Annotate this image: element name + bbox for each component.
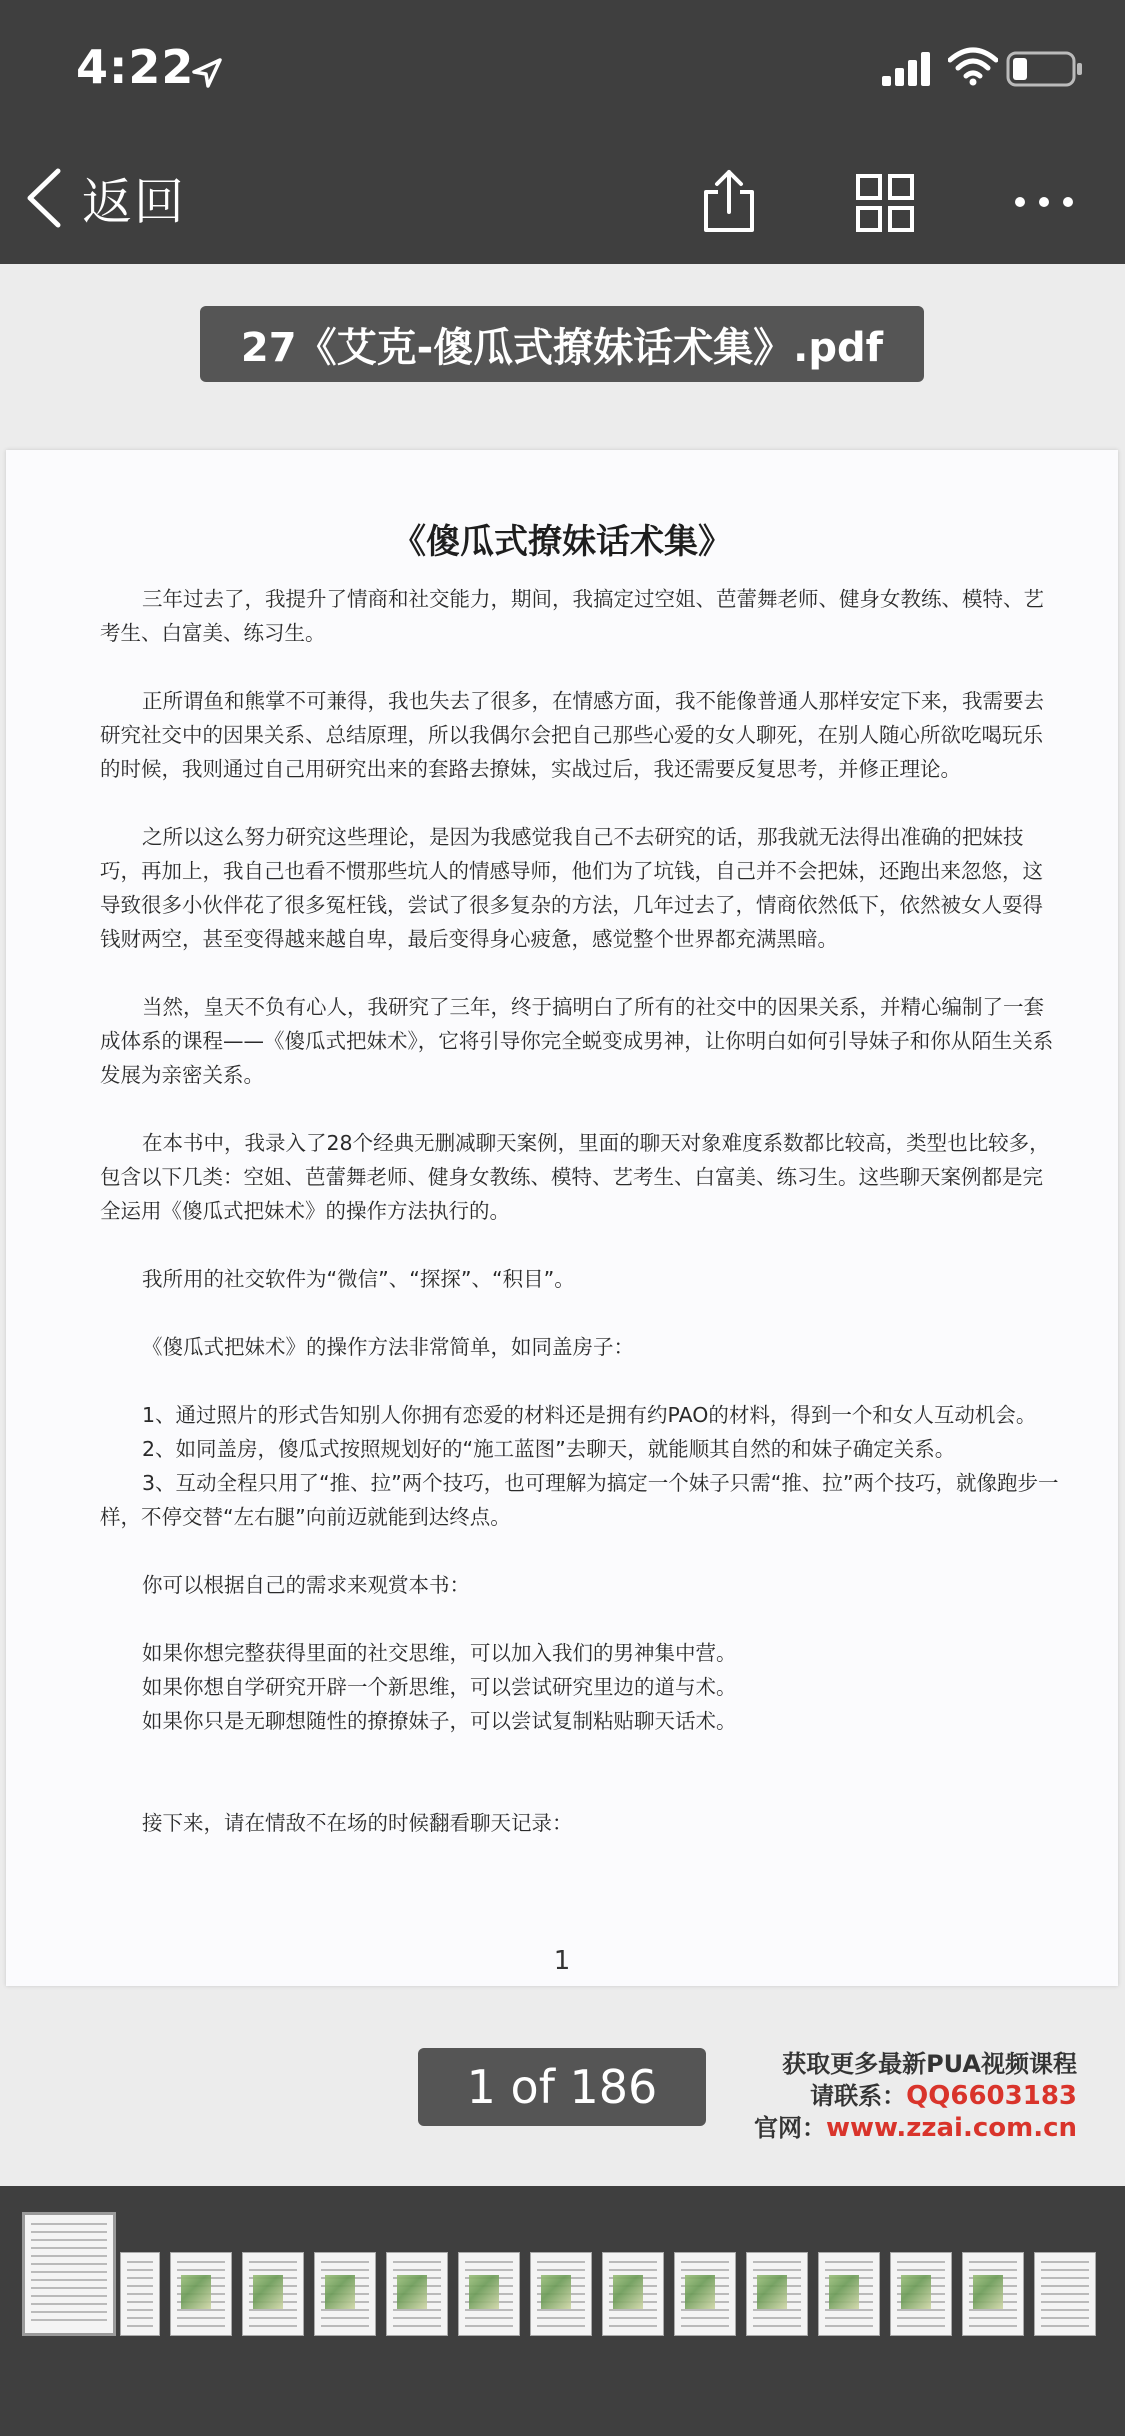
promo-site-label: 官网：	[753, 2114, 826, 2142]
cellular-signal-icon	[880, 50, 934, 86]
wifi-icon	[948, 46, 998, 86]
top-bar	[0, 0, 1125, 264]
promo-site	[754, 2112, 1077, 2144]
back-button[interactable]	[24, 158, 186, 238]
paragraph: 之所以这么努力研究这些理论，是因为我感觉我自己不去研究的话，那我就无法得出准确的把妹技巧，再加上，我自己也看不惯那些坑人的情感导师，他们为了坑钱，自己并不会把妹，还跑出来忽悠，这导致很多小伙伴花了很多冤枉钱，尝试了很多复杂的方法，几年过去了，情商依然低下，依然被女人耍得钱财两空，甚至变得越来越自卑，最后变得身心疲惫，感觉整个世界都充满黑暗。	[100, 825, 1043, 951]
page-thumbnail[interactable]	[962, 2252, 1024, 2336]
page-thumbnail-current[interactable]	[22, 2212, 116, 2336]
page-thumbnail[interactable]	[890, 2252, 952, 2336]
guide-item: 如果你想完整获得里面的社交思维，可以加入我们的男神集中营。	[142, 1641, 737, 1665]
promo-contact	[754, 2080, 1077, 2112]
location-arrow-icon	[190, 56, 224, 90]
paragraph: 三年过去了，我提升了情商和社交能力，期间，我搞定过空姐、芭蕾舞老师、健身女教练、模特、艺考生、白富美、练习生。	[100, 587, 1044, 645]
page-thumbnail[interactable]	[170, 2252, 232, 2336]
page-counter: 1 of 186	[418, 2048, 706, 2126]
page-thumbnail[interactable]	[818, 2252, 880, 2336]
share-icon[interactable]	[698, 168, 760, 234]
closing-line: 接下来，请在情敌不在场的时候翻看聊天记录：	[142, 1811, 573, 1835]
more-options-icon[interactable]	[1012, 192, 1076, 212]
page-thumbnail[interactable]	[602, 2252, 664, 2336]
page-thumbnail[interactable]	[386, 2252, 448, 2336]
chevron-left-icon	[24, 167, 64, 229]
list-item: 1、通过照片的形式告知别人你拥有恋爱的材料还是拥有约PAO的材料，得到一个和女人互动机会。	[142, 1403, 1037, 1427]
promo-contact-value: QQ6603183	[906, 2081, 1077, 2111]
page-thumbnail[interactable]	[530, 2252, 592, 2336]
paragraph: 在本书中，我录入了28个经典无删减聊天案例，里面的聊天对象难度系数都比较高，类型也比较多，包含以下几类：空姐、芭蕾舞老师、健身女教练、模特、艺考生、白富美、练习生。这些聊天案例都是完全运用《傻瓜式把妹术》的操作方法执行的。	[100, 1131, 1050, 1223]
page-number: 1	[553, 1946, 571, 1976]
page-thumbnail[interactable]	[120, 2252, 160, 2336]
back-label: 返回	[82, 173, 186, 231]
promo-contact-label: 请联系：	[810, 2082, 907, 2110]
page-thumbnail[interactable]	[458, 2252, 520, 2336]
page-thumbnail[interactable]	[674, 2252, 736, 2336]
page-thumbnail[interactable]	[746, 2252, 808, 2336]
list-item: 2、如同盖房，傻瓜式按照规划好的“施工蓝图”去聊天，就能顺其自然的和妹子确定关系。	[142, 1437, 956, 1461]
promo-watermark	[754, 2048, 1077, 2144]
page-thumbnail[interactable]	[1034, 2252, 1096, 2336]
page-thumbnail[interactable]	[242, 2252, 304, 2336]
thumbnail-strip	[0, 2186, 1125, 2436]
guide-item: 如果你想自学研究开辟一个新思维，可以尝试研究里边的道与术。	[142, 1675, 737, 1699]
document-title: 《傻瓜式撩妹话术集》	[392, 522, 732, 562]
promo-site-value: www.zzai.com.cn	[825, 2113, 1077, 2143]
paragraph: 我所用的社交软件为“微信”、“探探”、“积目”。	[142, 1267, 575, 1291]
list-item: 3、互动全程只用了“推、拉”两个技巧，也可理解为搞定一个妹子只需“推、拉”两个技巧，就像跑步一样，不停交替“左右腿”向前迈就能到达终点。	[100, 1471, 1059, 1529]
guide-item: 如果你只是无聊想随性的撩撩妹子，可以尝试复制粘贴聊天话术。	[142, 1709, 737, 1733]
document-body	[100, 582, 1060, 1840]
grid-view-icon[interactable]	[856, 174, 914, 232]
paragraph: 《傻瓜式把妹术》的操作方法非常简单，如同盖房子：	[142, 1335, 634, 1359]
paragraph: 当然，皇天不负有心人，我研究了三年，终于搞明白了所有的社交中的因果关系，并精心编制了一套成体系的课程——《傻瓜式把妹术》，它将引导你完全蜕变成男神，让你明白如何引导妹子和你从陌生关系发展为亲密关系。	[100, 995, 1054, 1087]
pdf-page[interactable]	[6, 450, 1118, 1986]
thumbnail-list	[22, 2196, 1106, 2336]
page-thumbnail[interactable]	[314, 2252, 376, 2336]
status-time: 4:22	[76, 40, 195, 94]
battery-icon	[1006, 50, 1084, 88]
paragraph: 正所谓鱼和熊掌不可兼得，我也失去了很多，在情感方面，我不能像普通人那样安定下来，我需要去研究社交中的因果关系、总结原理，所以我偶尔会把自己那些心爱的女人聊死，在别人随心所欲吃喝玩乐的时候，我则通过自己用研究出来的套路去撩妹，实战过后，我还需要反复思考，并修正理论。	[100, 689, 1044, 781]
guide-intro: 你可以根据自己的需求来观赏本书：	[142, 1573, 470, 1597]
promo-line: 获取更多最新PUA视频课程	[782, 2050, 1077, 2078]
file-name-label: 27《艾克-傻瓜式撩妹话术集》.pdf	[200, 306, 924, 382]
